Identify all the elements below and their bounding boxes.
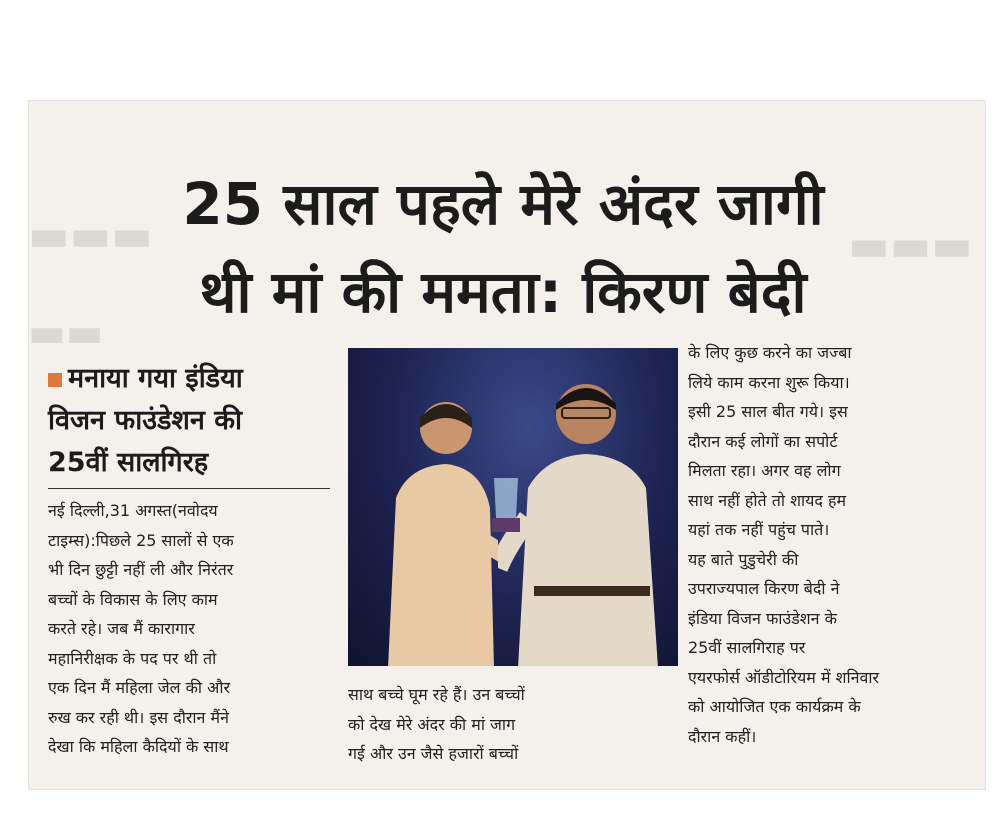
article-line: भी दिन छुट्टी नहीं ली और निरंतर	[48, 560, 234, 579]
article-line: लिये काम करना शुरू किया।	[688, 372, 850, 392]
news-photo	[348, 348, 678, 666]
bleed-through-text: ▬▬▬	[848, 220, 973, 271]
woman-figure	[378, 388, 498, 666]
article-line: को देख मेरे अंदर की मां जाग	[348, 714, 516, 734]
article-line: को आयोजित एक कार्यक्रम के	[688, 697, 861, 716]
bleed-through-text: ▬▬	[28, 310, 104, 356]
article-line: यह बाते पुडुचेरी की	[688, 549, 799, 569]
article-line: महानिरीक्षक के पद पर थी तो	[48, 648, 217, 668]
article-column-2	[348, 680, 654, 769]
article-line: यहां तक नहीं पहुंच पाते।	[688, 520, 830, 539]
article-line: देखा कि महिला कैदियों के साथ	[48, 737, 229, 756]
article-line: करते रहे। जब मैं कारागार	[48, 619, 195, 638]
article-line: रुख कर रही थी। इस दौरान मैंने	[48, 707, 229, 727]
subhead-line-1: मनाया गया इंडिया	[68, 363, 243, 394]
article-line: उपराज्यपाल किरण बेदी ने	[688, 579, 840, 598]
divider	[48, 488, 330, 489]
award-trophy-icon	[486, 478, 526, 538]
subheadline	[48, 358, 328, 484]
article-line: मिलता रहा। अगर वह लोग	[688, 461, 841, 480]
article-line: टाइम्स):पिछले 25 सालों से एक	[48, 530, 234, 550]
article-line: एयरफोर्स ऑडीटोरियम में शनिवार	[688, 667, 880, 687]
article-line: बच्चों के विकास के लिए काम	[48, 589, 218, 609]
article-column-1	[48, 496, 332, 762]
article-line: दौरान कई लोगों का सपोर्ट	[688, 431, 838, 451]
subhead-line-3: 25वीं सालगिरह	[48, 447, 209, 478]
headline	[88, 160, 918, 336]
article-line: इसी 25 साल बीत गये। इस	[688, 402, 848, 421]
bullet-square-icon	[48, 373, 62, 387]
article-line: गई और उन जैसे हजारों बच्चों	[348, 744, 519, 763]
article-line: के लिए कुछ करने का जज्बा	[688, 343, 852, 362]
article-line: साथ बच्चे घूम रहे हैं। उन बच्चों	[348, 685, 525, 704]
article-line: इंडिया विजन फाउंडेशन के	[688, 608, 837, 628]
article-column-3	[688, 338, 966, 751]
article-line: दौरान कहीं।	[688, 726, 757, 746]
newspaper-clipping	[28, 100, 986, 790]
headline-line-1: 25 साल पहले मेरे अंदर जागी	[182, 170, 824, 238]
headline-line-2: थी मां की ममता: किरण बेदी	[199, 258, 807, 326]
article-line: नई दिल्ली,31 अगस्त(नवोदय	[48, 501, 218, 520]
article-line: साथ नहीं होते तो शायद हम	[688, 490, 847, 510]
subhead-line-2: विजन फाउंडेशन की	[48, 405, 242, 436]
bleed-through-text: ▬▬▬	[28, 210, 153, 261]
article-line: 25वीं सालगिराह पर	[688, 638, 806, 657]
article-line: एक दिन मैं महिला जेल की और	[48, 678, 231, 697]
